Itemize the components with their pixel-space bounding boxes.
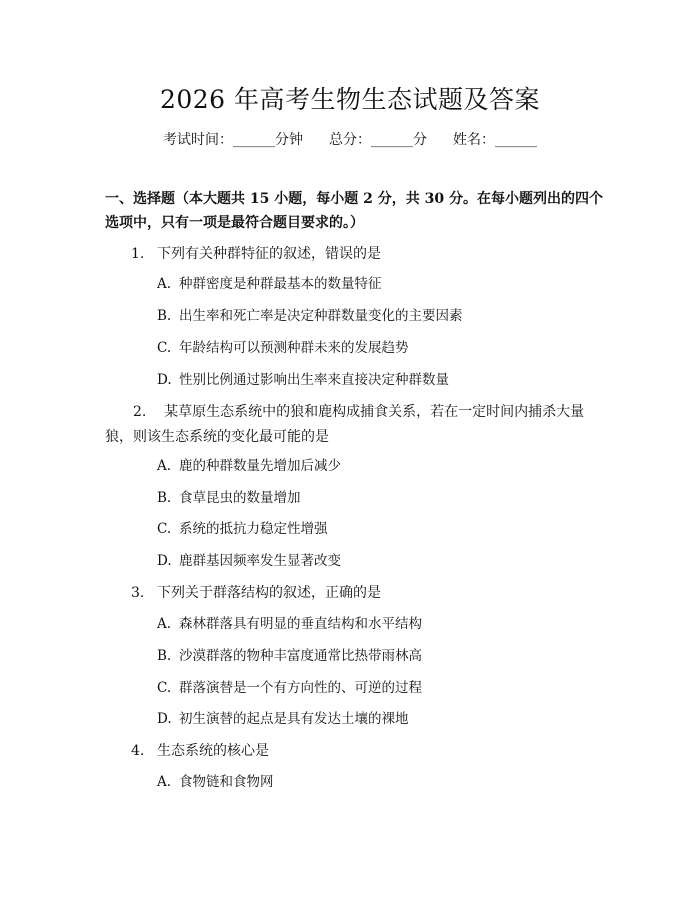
option-letter: C. bbox=[157, 521, 172, 537]
time-label: 考试时间： bbox=[163, 132, 233, 148]
question-4-option-a bbox=[157, 770, 274, 794]
question-3-option-b bbox=[157, 644, 422, 668]
option-letter: C. bbox=[157, 680, 172, 696]
option-text: 鹿的种群数量先增加后减少 bbox=[179, 458, 341, 474]
question-2-option-a bbox=[157, 454, 341, 478]
option-letter: B. bbox=[157, 308, 172, 324]
option-letter: A. bbox=[157, 276, 172, 292]
option-text: 年龄结构可以预测种群未来的发展趋势 bbox=[179, 340, 409, 356]
option-text: 沙漠群落的物种丰富度通常比热带雨林高 bbox=[179, 648, 422, 664]
score-blank: ______ bbox=[371, 132, 413, 148]
question-number: 3. bbox=[131, 585, 145, 601]
question-2 bbox=[105, 400, 595, 450]
option-text: 食草昆虫的数量增加 bbox=[179, 490, 301, 506]
question-text: 生态系统的核心是 bbox=[157, 743, 269, 759]
question-3-option-d bbox=[157, 707, 409, 731]
question-2-option-d bbox=[157, 549, 341, 573]
time-unit: 分钟 bbox=[275, 132, 303, 148]
option-letter: B. bbox=[157, 648, 172, 664]
name-blank: ______ bbox=[495, 132, 537, 148]
exam-info-line bbox=[0, 128, 700, 152]
score-label: 总分： bbox=[329, 132, 371, 148]
section-heading: 一、选择题（本大题共 15 小题，每小题 2 分，共 30 分。在每小题列出的四个选项中，只有一项是最符合题目要求的。） bbox=[105, 191, 603, 231]
question-3-option-a bbox=[157, 612, 422, 636]
option-text: 初生演替的起点是具有发达土壤的裸地 bbox=[179, 711, 409, 727]
question-number: 4. bbox=[131, 743, 145, 759]
option-text: 鹿群基因频率发生显著改变 bbox=[179, 553, 341, 569]
question-1-option-a bbox=[157, 272, 382, 296]
name-label: 姓名： bbox=[453, 132, 495, 148]
question-1-option-c bbox=[157, 336, 409, 360]
question-text: 某草原生态系统中的狼和鹿构成捕食关系，若在一定时间内捕杀大量狼，则该生态系统的变化最可能的是 bbox=[105, 404, 585, 445]
option-text: 森林群落具有明显的垂直结构和水平结构 bbox=[179, 616, 422, 632]
option-letter: D. bbox=[157, 711, 172, 727]
exam-title: 2026 年高考生物生态试题及答案 bbox=[159, 85, 541, 114]
question-number: 1. bbox=[131, 246, 145, 262]
option-letter: A. bbox=[157, 458, 172, 474]
option-text: 性别比例通过影响出生率来直接决定种群数量 bbox=[179, 372, 449, 388]
question-1 bbox=[131, 242, 381, 266]
question-3-option-c bbox=[157, 676, 422, 700]
option-letter: D. bbox=[157, 372, 172, 388]
option-letter: B. bbox=[157, 490, 172, 506]
option-text: 种群密度是种群最基本的数量特征 bbox=[179, 276, 382, 292]
question-4 bbox=[131, 739, 269, 763]
question-2-option-b bbox=[157, 486, 301, 510]
score-unit: 分 bbox=[413, 132, 427, 148]
time-blank: ______ bbox=[233, 132, 275, 148]
question-1-option-d bbox=[157, 368, 449, 392]
question-3 bbox=[131, 581, 381, 605]
option-letter: A. bbox=[157, 616, 172, 632]
question-2-option-c bbox=[157, 517, 328, 541]
option-letter: D. bbox=[157, 553, 172, 569]
question-text: 下列关于群落结构的叙述，正确的是 bbox=[157, 585, 381, 601]
option-text: 出生率和死亡率是决定种群数量变化的主要因素 bbox=[179, 308, 463, 324]
option-letter: C. bbox=[157, 340, 172, 356]
option-text: 群落演替是一个有方向性的、可逆的过程 bbox=[179, 680, 422, 696]
option-text: 系统的抵抗力稳定性增强 bbox=[179, 521, 328, 537]
option-letter: A. bbox=[157, 774, 172, 790]
question-1-option-b bbox=[157, 304, 463, 328]
question-text: 下列有关种群特征的叙述，错误的是 bbox=[157, 246, 381, 262]
question-number: 2. bbox=[133, 404, 147, 420]
option-text: 食物链和食物网 bbox=[179, 774, 274, 790]
